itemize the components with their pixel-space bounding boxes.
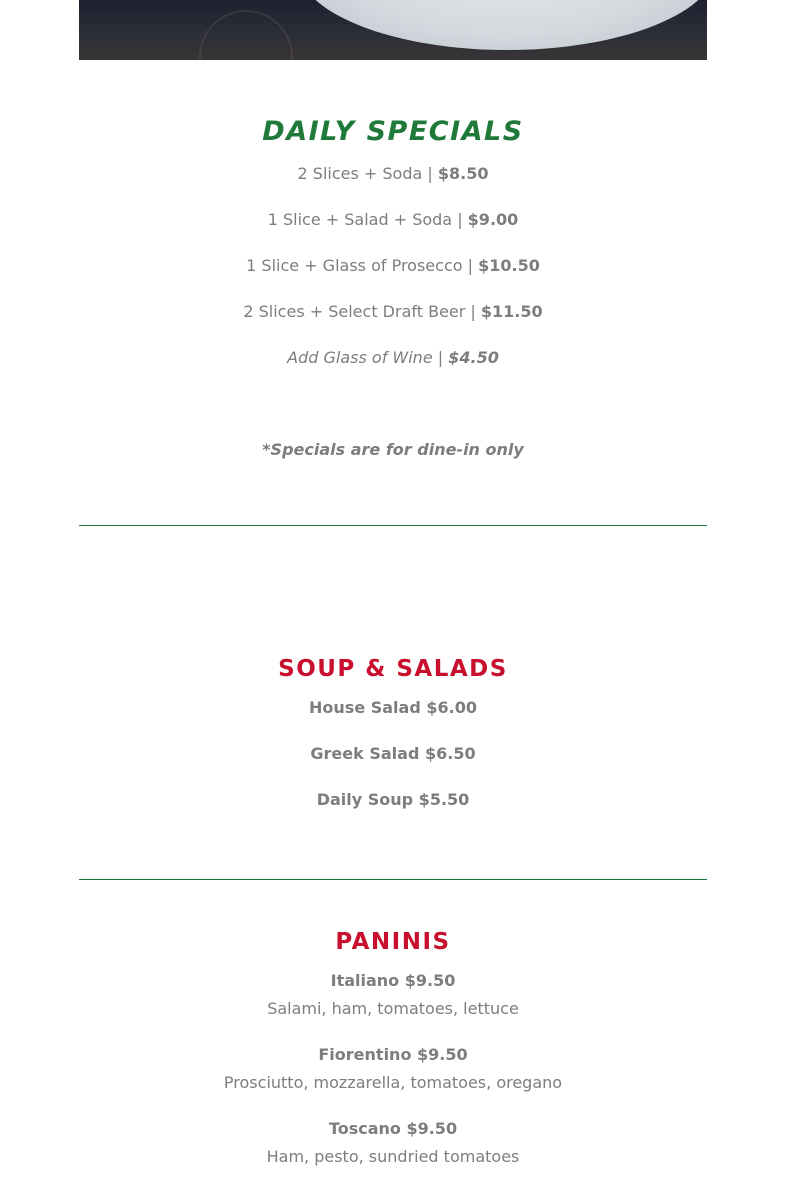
special-label: 1 Slice + Glass of Prosecco |: [246, 256, 479, 275]
special-price: $10.50: [478, 256, 540, 275]
special-price: $4.50: [448, 348, 499, 367]
menu-item: Daily Soup $5.50: [316, 790, 470, 809]
daily-specials-heading: DAILY SPECIALS: [262, 116, 524, 147]
special-label: Add Glass of Wine |: [287, 348, 449, 367]
panini-name: Toscano $9.50: [328, 1119, 458, 1138]
paninis-heading: PANINIS: [335, 929, 451, 955]
paninis-section: [79, 0, 707, 1196]
menu-item: Greek Salad $6.50: [310, 744, 476, 763]
panini-description: Ham, pesto, sundried tomatoes: [266, 1147, 520, 1166]
special-label: 2 Slices + Select Draft Beer |: [243, 302, 481, 321]
special-price: $11.50: [480, 302, 543, 321]
panini-name: Fiorentino $9.50: [318, 1045, 468, 1064]
panini-description: Salami, ham, tomatoes, lettuce: [267, 999, 519, 1018]
panini-description: Prosciutto, mozzarella, tomatoes, oregano: [223, 1073, 563, 1092]
special-price: $8.50: [437, 164, 489, 183]
menu-item: House Salad $6.00: [309, 698, 477, 717]
special-price: $9.00: [467, 210, 519, 229]
special-label: 1 Slice + Salad + Soda |: [267, 210, 468, 229]
special-label: 2 Slices + Soda |: [297, 164, 438, 183]
soup-salads-heading: SOUP & SALADS: [278, 656, 508, 682]
panini-name: Italiano $9.50: [330, 971, 456, 990]
dine-in-note: *Specials are for dine-in only: [262, 440, 524, 459]
